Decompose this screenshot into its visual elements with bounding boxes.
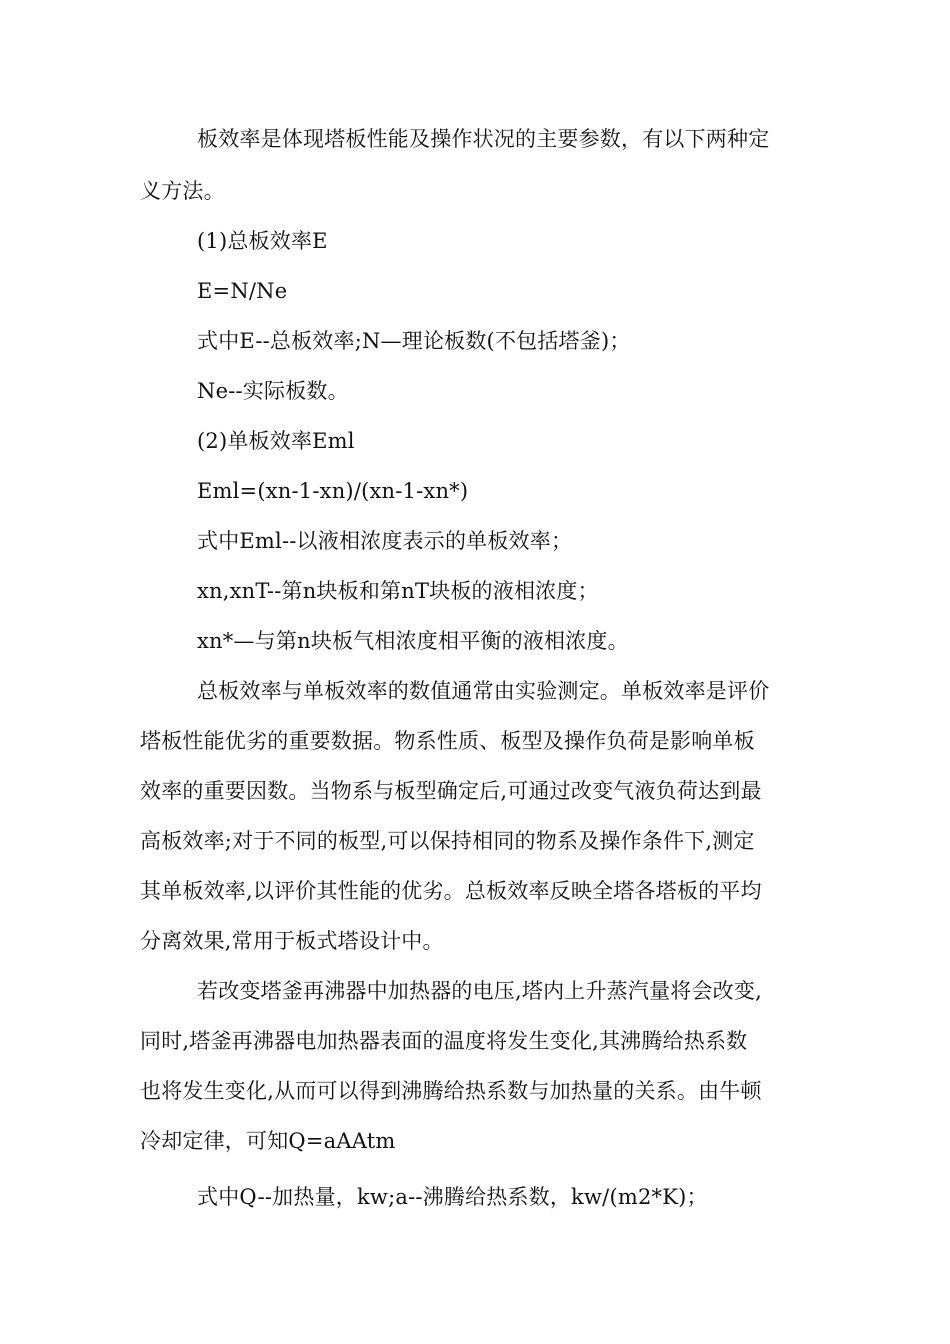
formula-total-efficiency: E=N/Ne	[197, 279, 288, 303]
heading-single-plate-efficiency: (2)单板效率Eml	[197, 429, 355, 453]
definition-line-6: 式中Q--加热量，kw;a--沸腾给热系数，kw/(m2*K)；	[197, 1185, 708, 1209]
paragraph-2-line-5: 其单板效率,以评价其性能的优劣。总板效率反映全塔各塔板的平均	[140, 879, 762, 903]
paragraph-2-line-3: 效率的重要因数。当物系与板型确定后,可通过改变气液负荷达到最	[140, 779, 762, 803]
paragraph-1-line-2: 义方法。	[140, 179, 225, 203]
paragraph-2-line-1: 总板效率与单板效率的数值通常由实验测定。单板效率是评价	[197, 679, 770, 703]
paragraph-3-line-3: 也将发生变化,从而可以得到沸腾给热系数与加热量的关系。由牛顿	[140, 1079, 762, 1103]
heading-total-plate-efficiency: (1)总板效率E	[197, 229, 328, 253]
definition-line-2: Ne--实际板数。	[197, 379, 349, 403]
definition-line-4: xn,xnT--第n块板和第nT块板的液相浓度；	[197, 579, 599, 603]
paragraph-3-line-2: 同时,塔釜再沸器电加热器表面的温度将发生变化,其沸腾给热系数	[140, 1029, 748, 1053]
formula-single-plate-efficiency: Eml=(xn-1-xn)/(xn-1-xn*)	[197, 479, 469, 503]
definition-line-3: 式中Eml--以液相浓度表示的单板效率；	[197, 529, 573, 553]
paragraph-2-line-2: 塔板性能优劣的重要数据。物系性质、板型及操作负荷是影响单板	[140, 729, 755, 753]
paragraph-1-line-1: 板效率是体现塔板性能及操作状况的主要参数，有以下两种定	[197, 127, 770, 151]
paragraph-3-line-1: 若改变塔釜再沸器中加热器的电压,塔内上升蒸汽量将会改变,	[197, 979, 762, 1003]
paragraph-3-line-4: 冷却定律，可知Q=aAAtm	[140, 1129, 396, 1153]
paragraph-2-line-4: 高板效率;对于不同的板型,可以保持相同的物系及操作条件下,测定	[140, 829, 755, 853]
paragraph-2-line-6: 分离效果,常用于板式塔设计中。	[140, 929, 444, 953]
definition-line-1: 式中E--总板效率;N—理论板数(不包括塔釜)；	[197, 329, 631, 353]
definition-line-5: xn*—与第n块板气相浓度相平衡的液相浓度。	[197, 629, 629, 653]
